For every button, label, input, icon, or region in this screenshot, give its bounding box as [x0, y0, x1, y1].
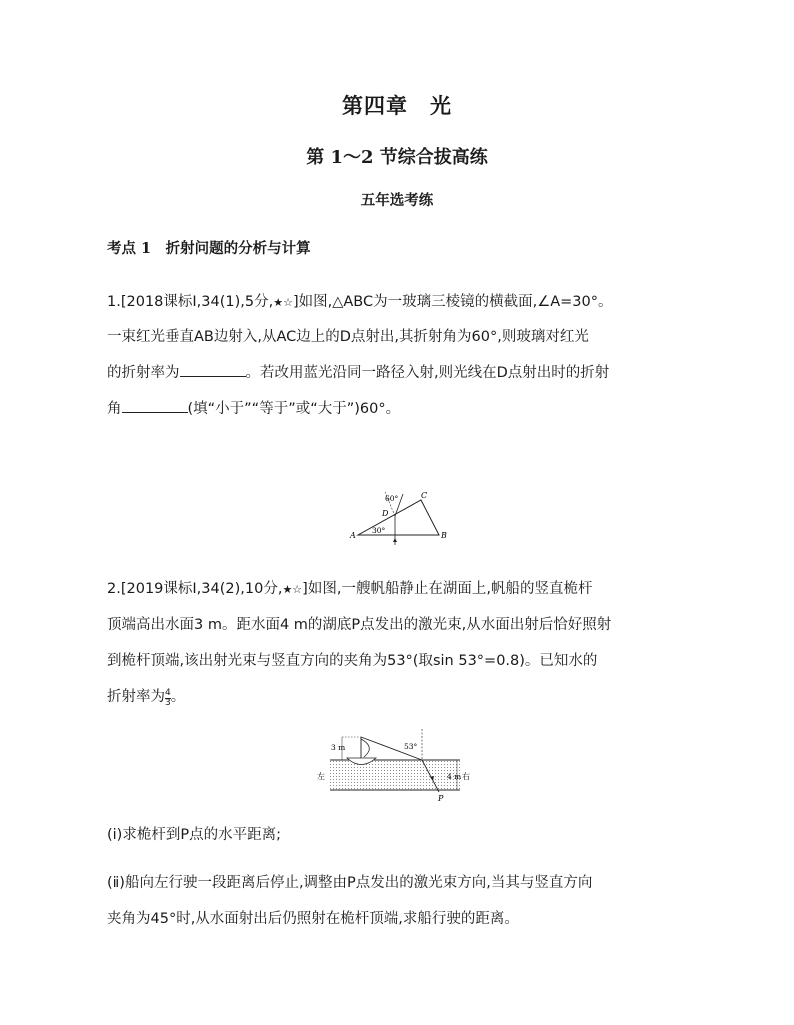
prism-figure — [345, 488, 455, 550]
subsection-title: 五年选考练 — [360, 192, 434, 209]
difficulty-star-icon: ★☆ — [282, 583, 303, 596]
boat-laser-figure — [314, 727, 490, 803]
q1-text: (填“小于”“等于”或“大于”)60°。 — [187, 401, 401, 417]
q1-line-3 — [107, 361, 609, 382]
q2-text: 。 — [170, 689, 186, 705]
direction-label-right: 右 — [462, 772, 470, 781]
q2-part-2-line-1: (ⅱ)船向左行驶一段距离后停止,调整由P点发出的激光束方向,当其与竖直方向 — [107, 875, 593, 891]
answer-blank-1[interactable] — [180, 362, 246, 377]
q2-line-1 — [107, 577, 593, 598]
q2-line-3: 到桅杆顶端,该出射光束与竖直方向的夹角为53°(取sin 53°=0.8)。已知水的 — [107, 653, 598, 669]
water-depth-label: 4 m — [447, 772, 462, 781]
vertex-label-c: C — [421, 491, 428, 500]
q1-text: 的折射率为 — [107, 365, 180, 381]
topic-heading: 考点 1 折射问题的分析与计算 — [107, 240, 311, 257]
water-region — [330, 760, 460, 790]
q2-line-2: 顶端高出水面3 m。距水面4 m的湖底P点发出的激光束,从水面出射后恰好照射 — [107, 617, 612, 633]
q1-text: 。若改用蓝光沿同一路径入射,则光线在D点射出时的折射 — [245, 365, 610, 381]
point-label-d: D — [382, 509, 389, 518]
angle-label-60: 60° — [385, 494, 399, 503]
q1-line-4 — [107, 397, 400, 418]
q2-line-4 — [107, 685, 185, 708]
q2-part-2-line-2: 夹角为45°时,从水面射出后仍照射在桅杆顶端,求船行驶的距离。 — [107, 911, 519, 927]
q2-part-1: (ⅰ)求桅杆到P点的水平距离; — [107, 827, 281, 843]
q2-source: 2.[2019课标Ⅰ,34(2),10分, — [107, 581, 283, 597]
arrow-icon — [393, 538, 397, 542]
angle-label-53: 53° — [404, 742, 418, 751]
q2-stem: ]如图,一艘帆船静止在湖面上,帆船的竖直桅杆 — [302, 581, 593, 597]
mast-height-label: 3 m — [331, 743, 346, 752]
answer-blank-2[interactable] — [122, 398, 188, 413]
fraction-denominator: 3 — [165, 698, 171, 708]
sail — [361, 739, 369, 757]
point-label-p: P — [438, 794, 444, 803]
section-title: 第 1～2 节综合拔高练 — [306, 147, 488, 168]
chapter-title: 第四章 光 — [342, 93, 452, 118]
q1-text: 角 — [107, 401, 122, 417]
fraction-numerator: 4 — [165, 688, 171, 698]
vertex-label-b: B — [441, 531, 447, 540]
vertex-label-a: A — [350, 531, 356, 540]
q1-stem: ]如图,△ABC为一玻璃三棱镜的横截面,∠A=30°。 — [292, 294, 613, 310]
difficulty-star-icon: ★☆ — [273, 296, 293, 309]
q1-line-1 — [107, 290, 612, 311]
direction-label-left: 左 — [317, 772, 325, 781]
angle-label-30: 30° — [372, 526, 386, 535]
q1-source: 1.[2018课标Ⅰ,34(1),5分, — [107, 294, 274, 310]
q1-line-2: 一束红光垂直AB边射入,从AC边上的D点射出,其折射角为60°,则玻璃对红光 — [107, 329, 589, 345]
q2-text: 折射率为 — [107, 689, 165, 705]
